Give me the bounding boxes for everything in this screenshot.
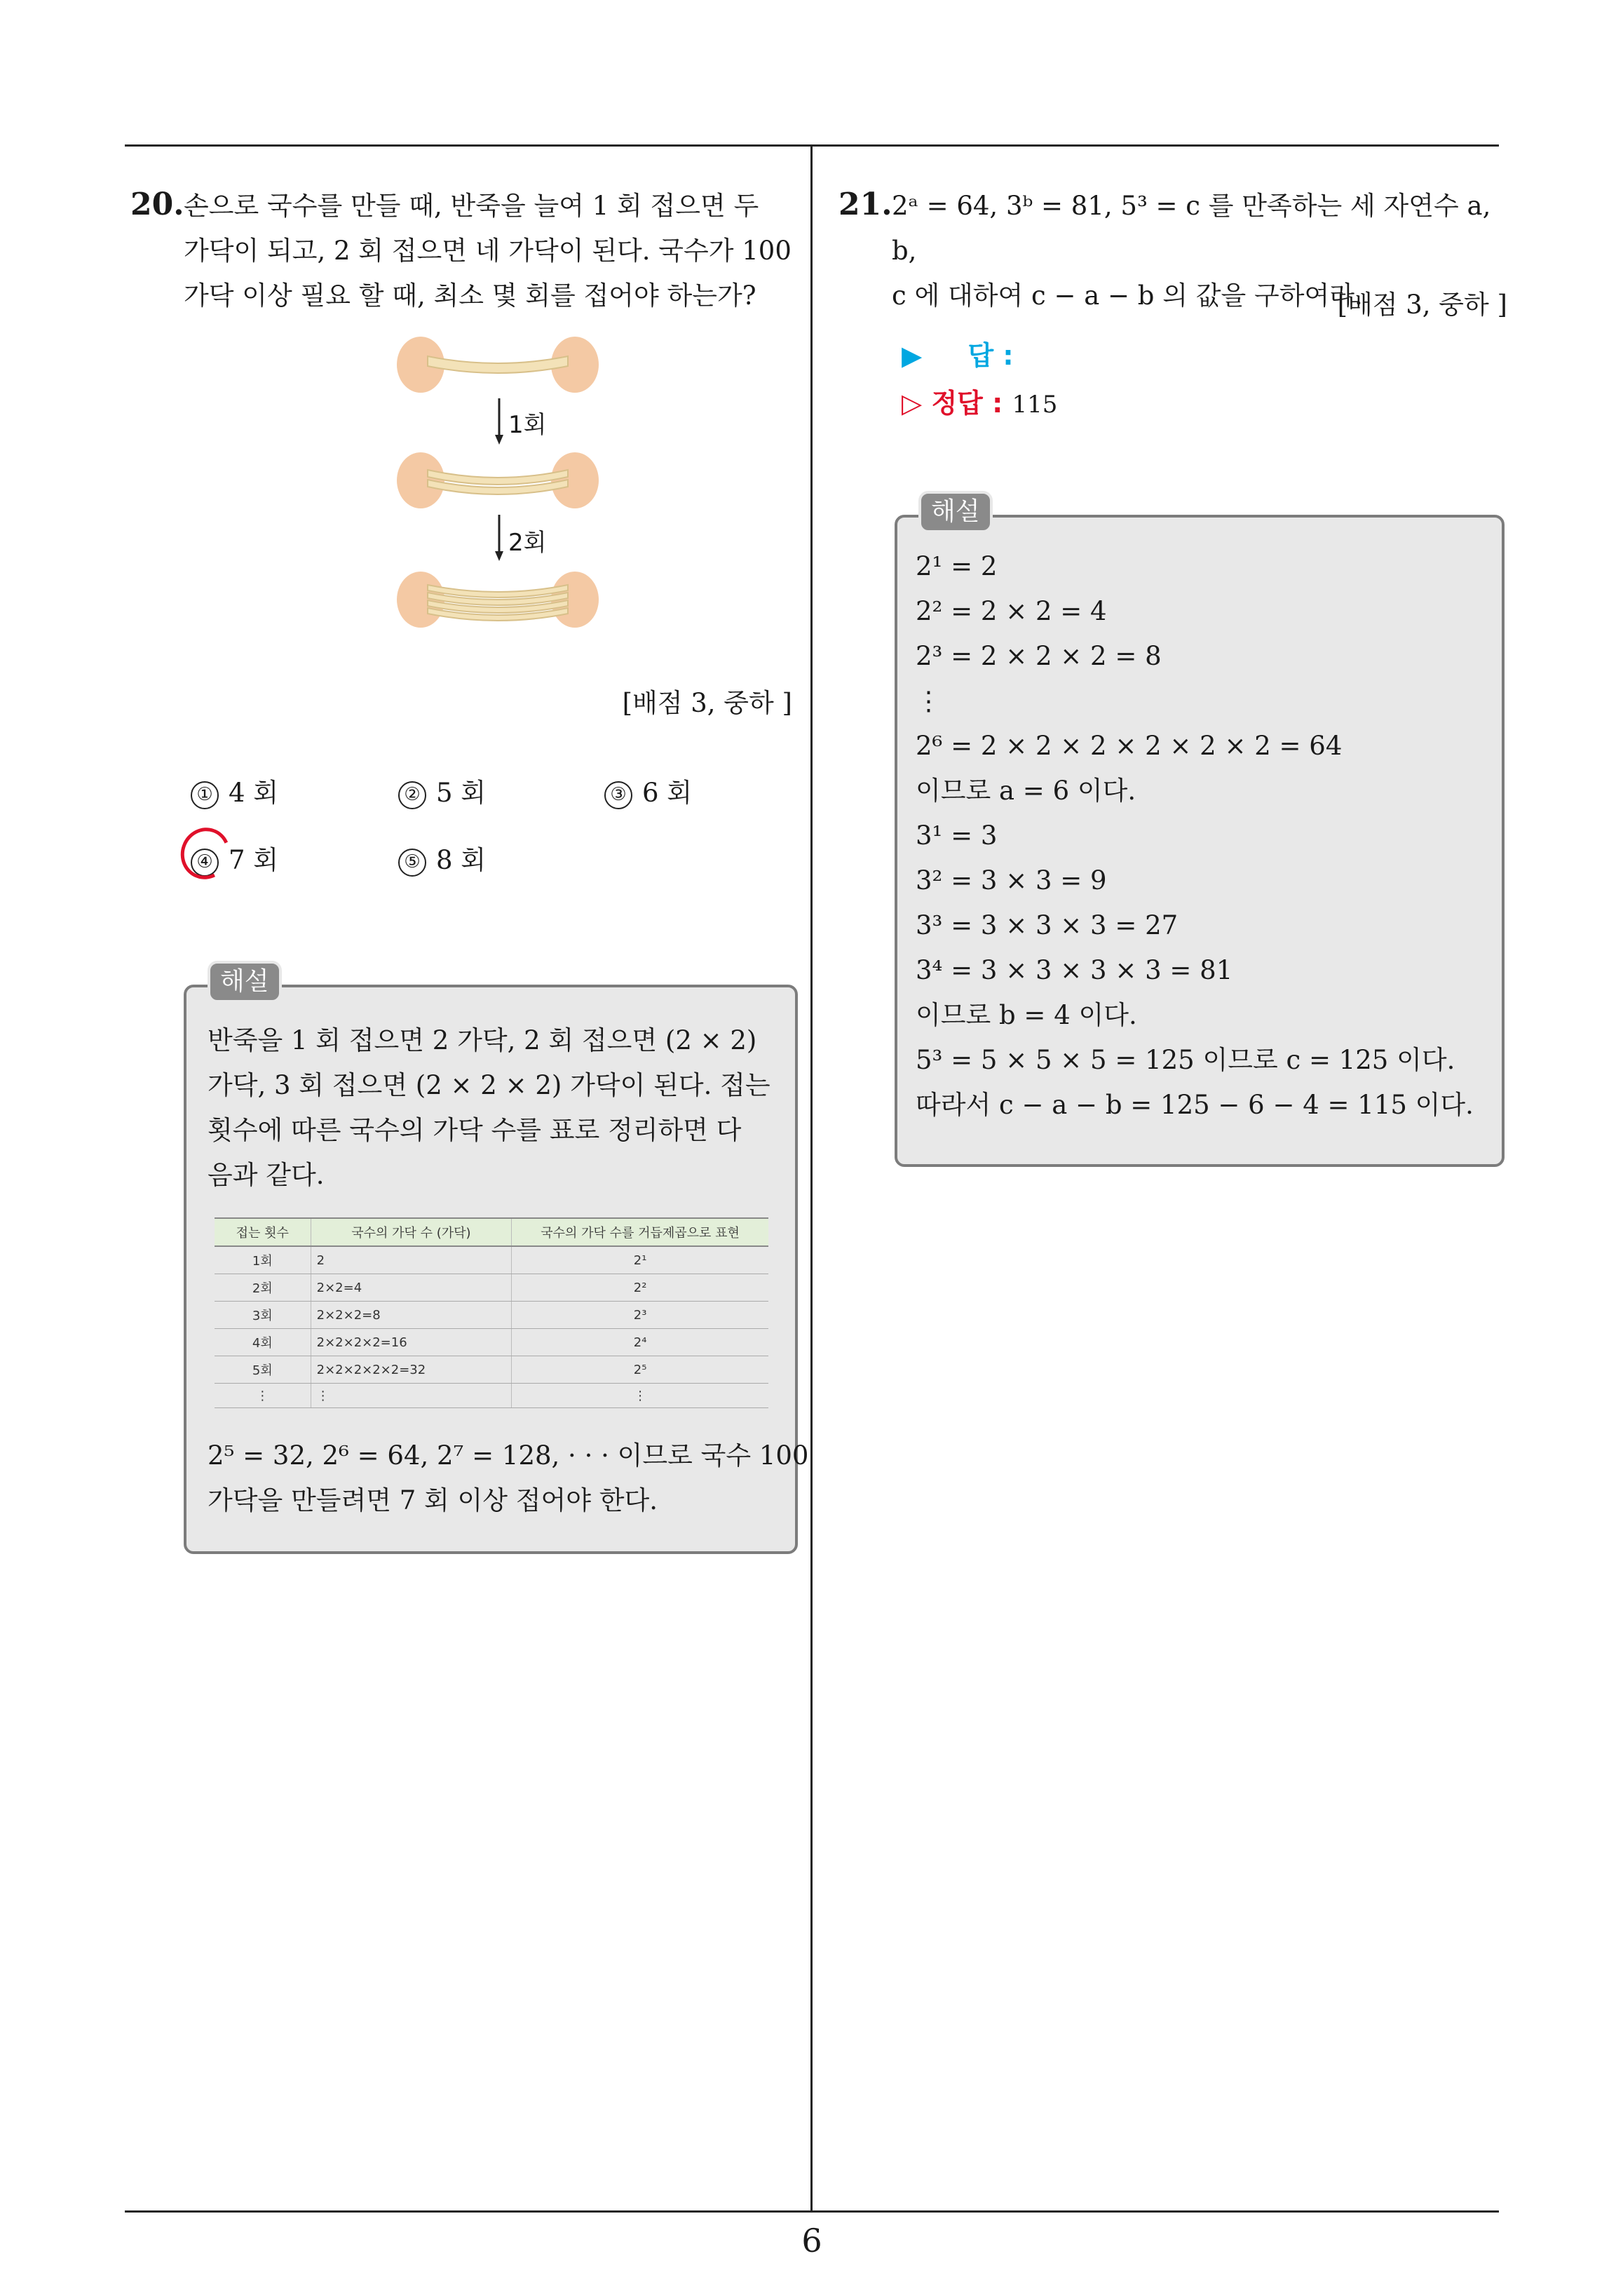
question-20-text (184, 184, 808, 318)
table-cell: 2×2×2×2=16 (311, 1329, 512, 1356)
answer-row (902, 334, 1014, 372)
solution-line: 음과 같다. (208, 1160, 325, 1190)
correct-value: 115 (1012, 391, 1058, 419)
solution-line: 횟수에 따른 국수의 가닥 수를 표로 정리하면 다 (208, 1115, 742, 1145)
solution-line: 2³ = 2 × 2 × 2 = 8 (916, 641, 1162, 671)
table-row (215, 1384, 768, 1408)
folding-table (215, 1217, 768, 1408)
choice-text: 8 회 (436, 845, 487, 875)
bottom-rule (125, 2210, 1499, 2213)
fold-label-2: 2회 (508, 529, 547, 557)
choice-5[interactable] (398, 839, 486, 877)
table-cell: ⋮ (311, 1384, 512, 1408)
table-header: 접는 횟수 (215, 1218, 311, 1246)
solution-line: 3³ = 3 × 3 × 3 = 27 (916, 910, 1179, 940)
choice-3[interactable] (604, 771, 692, 809)
question-20-score: [배점 3, 중하 ] (622, 688, 792, 718)
table-cell: 2×2=4 (311, 1274, 512, 1302)
solution-line: 따라서 c − a − b = 125 − 6 − 4 = 115 이다. (916, 1090, 1474, 1120)
table-cell: 2² (512, 1274, 768, 1302)
hands-stretch-2 (397, 572, 599, 628)
table-header: 국수의 가닥 수를 거듭제곱으로 표현 (512, 1218, 768, 1246)
outline-arrow-icon: ▷ (902, 388, 923, 419)
question-20-line: 가닥 이상 필요 할 때, 최소 몇 회를 접어야 하는가? (184, 281, 756, 311)
question-20-line: 가닥이 되고, 2 회 접으면 네 가닥이 된다. 국수가 100 (184, 236, 792, 266)
choice-text: 7 회 (229, 845, 279, 875)
solution-line: 3² = 3 × 3 = 9 (916, 865, 1107, 896)
solution-line: 2⁵ = 32, 2⁶ = 64, 2⁷ = 128, · · · 이므로 국수 100 (208, 1440, 809, 1471)
question-21-solution-text (916, 544, 1490, 1128)
choice-1[interactable] (191, 771, 278, 809)
hands-stretch-1 (397, 452, 599, 508)
table-cell: 2×2×2×2×2=32 (311, 1356, 512, 1384)
answer-label: 답 : (967, 340, 1014, 371)
page-number: 6 (801, 2222, 822, 2260)
hands-stretch-0 (397, 337, 599, 393)
correct-label: 정답 : (931, 388, 1003, 419)
table-cell: 2⁴ (512, 1329, 768, 1356)
solution-line: 5³ = 5 × 5 × 5 = 125 이므로 c = 125 이다. (916, 1045, 1455, 1075)
table-cell: 2 (311, 1246, 512, 1274)
table-row (215, 1302, 768, 1329)
table-header: 국수의 가닥 수 (가닥) (311, 1218, 512, 1246)
solution-line: 3¹ = 3 (916, 821, 998, 851)
table-cell: 2×2×2=8 (311, 1302, 512, 1329)
choice-number: ④ (191, 849, 219, 877)
solution-line: 반죽을 1 회 접으면 2 가닥, 2 회 접으면 (2 × 2) (208, 1025, 757, 1055)
table-cell: 2회 (215, 1274, 311, 1302)
table-cell: 2¹ (512, 1246, 768, 1274)
solution-line: 2¹ = 2 (916, 551, 998, 581)
table-cell: 2⁵ (512, 1356, 768, 1384)
question-21-score: [배점 3, 중하 ] (1337, 290, 1507, 320)
question-20-solution-text (208, 1018, 782, 1198)
solution-tab: 해설 (918, 491, 993, 533)
question-21-line: c 에 대하여 c − a − b 의 값을 구하여라. (892, 281, 1363, 311)
solution-line: 이므로 a = 6 이다. (916, 776, 1136, 806)
fold-label-1: 1회 (508, 411, 547, 439)
solution-line: ⋮ (916, 686, 942, 716)
column-divider (810, 144, 813, 2212)
table-cell: 5회 (215, 1356, 311, 1384)
table-row (215, 1246, 768, 1274)
table-row (215, 1274, 768, 1302)
question-20-line: 손으로 국수를 만들 때, 반죽을 늘여 1 회 접으면 두 (184, 191, 759, 221)
table-row (215, 1329, 768, 1356)
solution-tab: 해설 (208, 961, 282, 1003)
choice-2[interactable] (398, 771, 486, 809)
table-cell: 2³ (512, 1302, 768, 1329)
correct-answer-row (902, 381, 1057, 420)
solution-line: 가닥을 만들려면 7 회 이상 접어야 한다. (208, 1485, 658, 1515)
choice-number: ③ (604, 781, 632, 809)
table-cell: ⋮ (215, 1384, 311, 1408)
choice-text: 5 회 (436, 778, 487, 808)
table-cell: 4회 (215, 1329, 311, 1356)
table-cell: ⋮ (512, 1384, 768, 1408)
play-arrow-icon: ▶ (902, 340, 923, 371)
table-header-row (215, 1218, 768, 1246)
question-20-number: 20. (130, 187, 184, 222)
solution-line: 3⁴ = 3 × 3 × 3 × 3 = 81 (916, 955, 1233, 985)
question-21-number: 21. (838, 187, 892, 222)
table-cell: 3회 (215, 1302, 311, 1329)
noodle-folding-figure (393, 330, 603, 652)
table-row (215, 1356, 768, 1384)
question-21-line: 2ᵃ = 64, 3ᵇ = 81, 5³ = c 를 만족하는 세 자연수 a, b, (892, 191, 1491, 266)
choice-text: 6 회 (642, 778, 693, 808)
solution-line: 2⁶ = 2 × 2 × 2 × 2 × 2 × 2 = 64 (916, 731, 1343, 761)
choice-number: ② (398, 781, 426, 809)
solution-line: 이므로 b = 4 이다. (916, 1000, 1137, 1030)
choice-text: 4 회 (229, 778, 279, 808)
choice-number: ① (191, 781, 219, 809)
table-cell: 1회 (215, 1246, 311, 1274)
solution-line: 2² = 2 × 2 = 4 (916, 596, 1107, 626)
choice-number: ⑤ (398, 849, 426, 877)
question-20-solution-conclusion (208, 1433, 809, 1523)
solution-line: 가닥, 3 회 접으면 (2 × 2 × 2) 가닥이 된다. 접는 (208, 1070, 770, 1100)
